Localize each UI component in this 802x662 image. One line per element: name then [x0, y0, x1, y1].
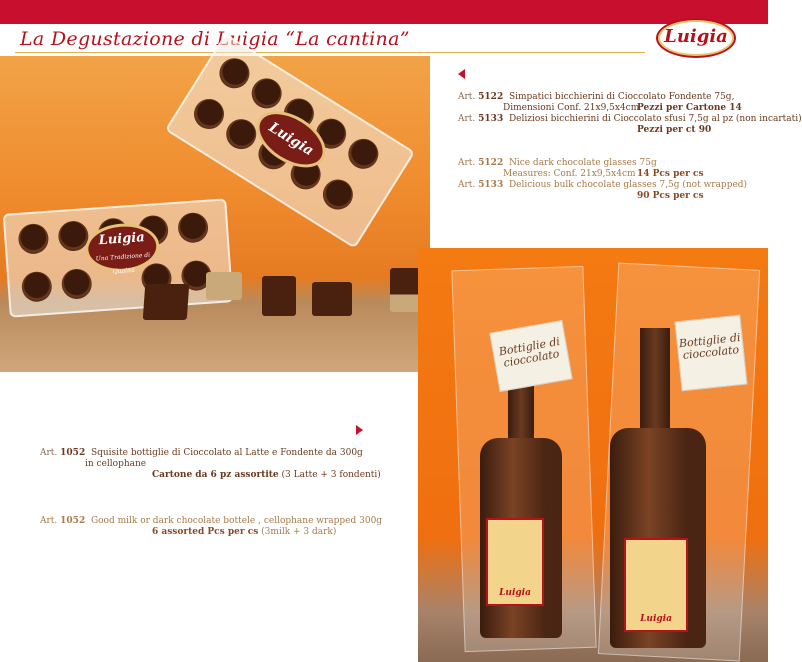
- cup: [221, 113, 262, 154]
- item-5122-it: Art. 5122 Simpatici bicchierini di Cioccolato Fondente 75g,: [458, 92, 735, 102]
- cup: [188, 93, 229, 134]
- bottle-label: Luigia: [624, 538, 688, 632]
- bottle-label: Luigia: [486, 518, 544, 606]
- loose-chocolate-cup-wrapped: [206, 272, 242, 300]
- cups-box-front: [3, 198, 234, 317]
- cup: [246, 73, 287, 114]
- loose-chocolate-cup: [312, 282, 352, 316]
- box-label-back: Luigia: [247, 100, 336, 179]
- item-5122-en-pack: 14 Pcs per cs: [637, 169, 704, 179]
- item-5122-en: Art. 5122 Nice dark chocolate glasses 75g: [458, 158, 657, 168]
- item-5133-en: Art. 5133 Delicious bulk chocolate glasses 7,5g (not wrapped): [458, 180, 748, 190]
- item-1052-en: Art. 1052 Good milk or dark chocolate bottele , cellophane wrapped 300g: [40, 516, 383, 526]
- bottle-tag: Bottiglie di cioccolato: [489, 320, 572, 392]
- item-5133-it-pack: Pezzi per ct 90: [637, 125, 712, 135]
- cup: [21, 271, 53, 303]
- cup: [177, 212, 209, 244]
- cup: [343, 133, 384, 174]
- section-arrow-left: [458, 69, 465, 79]
- brand-logo-text: Luigia: [664, 26, 728, 47]
- chocolate-cups-photo: [0, 56, 430, 372]
- item-1052-en-pack: 6 assorted Pcs per cs (3milk + 3 dark): [152, 527, 337, 537]
- item-5122-it-dims: Dimensioni Conf. 21x9,5x4cm: [503, 103, 640, 113]
- item-1052-it-pack: Cartone da 6 pz assortite (3 Latte + 3 fondenti): [152, 470, 381, 480]
- top-red-band: [0, 0, 768, 24]
- cup: [214, 53, 255, 94]
- item-1052-it-line2: in cellophane: [85, 459, 147, 469]
- cup: [317, 174, 358, 215]
- cup: [17, 223, 49, 255]
- item-5133-en-pack: 90 Pcs per cs: [637, 191, 704, 201]
- item-5122-en-dims: Measures: Conf. 21x9,5x4cm: [503, 169, 636, 179]
- cup: [61, 268, 93, 300]
- section-arrow-right: [356, 425, 363, 435]
- chocolate-bottles-photo: [418, 248, 768, 662]
- box-label-front: Luigia Una Tradizione di Qualità: [84, 221, 161, 274]
- item-5133-it: Art. 5133 Deliziosi bicchierini di Cioccolato sfusi 7,5g al pz (non incartati): [458, 114, 802, 124]
- loose-chocolate-cup: [143, 284, 190, 320]
- loose-chocolate-cup: [262, 276, 296, 316]
- bottle-tag: Bottiglie di cioccolato: [675, 315, 748, 392]
- title-underline: [15, 52, 645, 53]
- item-1052-it: Art. 1052 Squisite bottiglie di Cioccolato al Latte e Fondente da 300g: [40, 448, 363, 458]
- brand-logo: [656, 18, 736, 58]
- item-5122-it-pack: Pezzi per Cartone 14: [637, 103, 742, 113]
- page-title: La Degustazione di Luigia “La cantina”: [20, 28, 410, 50]
- bottle-neck: [640, 328, 670, 438]
